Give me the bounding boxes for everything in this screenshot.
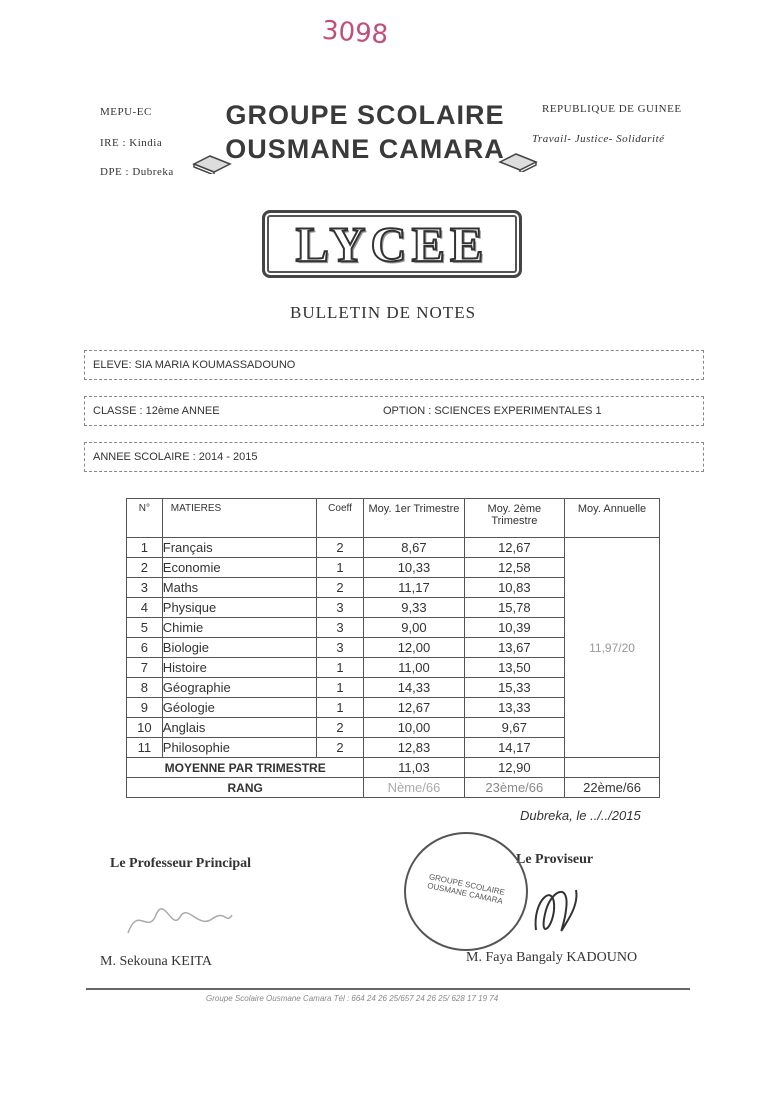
term2-value: 13,50 <box>464 658 565 678</box>
row-number: 10 <box>127 718 163 738</box>
book-icon-right <box>498 148 538 172</box>
rank-term1: Nème/66 <box>364 778 464 798</box>
term2-value: 12,67 <box>464 538 565 558</box>
grades-table <box>126 498 660 798</box>
row-number: 2 <box>127 558 163 578</box>
school-stamp <box>404 832 528 951</box>
teacher-name: M. Sekouna KEITA <box>100 954 213 969</box>
coeff-value: 1 <box>316 698 364 718</box>
subject-name: Economie <box>162 558 316 578</box>
coeff-value: 1 <box>316 558 364 578</box>
coeff-value: 2 <box>316 578 364 598</box>
coeff-value: 3 <box>316 638 364 658</box>
term1-value: 12,67 <box>364 698 464 718</box>
coeff-value: 1 <box>316 658 364 678</box>
average-label: MOYENNE PAR TRIMESTRE <box>127 758 364 778</box>
school-year-field <box>84 442 704 472</box>
principal-signature <box>526 870 586 950</box>
table-row <box>127 538 660 558</box>
school-year: ANNEE SCOLAIRE : 2014 - 2015 <box>93 451 258 463</box>
average-term1: 11,03 <box>364 758 464 778</box>
term1-value: 14,33 <box>364 678 464 698</box>
term1-value: 9,00 <box>364 618 464 638</box>
document-title: BULLETIN DE NOTES <box>290 303 477 322</box>
student-name: ELEVE: SIA MARIA KOUMASSADOUNO <box>93 359 296 371</box>
term1-value: 11,00 <box>364 658 464 678</box>
rank-label: RANG <box>127 778 364 798</box>
subject-name: Chimie <box>162 618 316 638</box>
subject-name: Histoire <box>162 658 316 678</box>
handwritten-number: 3098 <box>321 15 390 51</box>
coeff-value: 2 <box>316 718 364 738</box>
coeff-value: 3 <box>316 618 364 638</box>
class-field <box>84 396 704 426</box>
col-subject: MATIERES <box>162 499 316 538</box>
stamp-text: GROUPE SCOLAIRE OUSMANE CAMARA <box>426 872 506 906</box>
annual-average: 11,97/20 <box>565 538 660 758</box>
subject-name: Géologie <box>162 698 316 718</box>
coeff-value: 2 <box>316 538 364 558</box>
country-label: REPUBLIQUE DE GUINEE <box>542 103 682 115</box>
row-number: 11 <box>127 738 163 758</box>
school-name <box>200 98 530 166</box>
subject-name: Philosophie <box>162 738 316 758</box>
school-name-line2: OUSMANE CAMARA <box>225 134 505 164</box>
coeff-value: 2 <box>316 738 364 758</box>
coeff-value: 3 <box>316 598 364 618</box>
motto-label: Travail- Justice- Solidarité <box>532 133 665 145</box>
term1-value: 12,83 <box>364 738 464 758</box>
row-number: 9 <box>127 698 163 718</box>
term1-value: 8,67 <box>364 538 464 558</box>
row-number: 1 <box>127 538 163 558</box>
subject-name: Géographie <box>162 678 316 698</box>
footer-divider <box>86 988 690 990</box>
term2-value: 12,58 <box>464 558 565 578</box>
option-value: OPTION : SCIENCES EXPERIMENTALES 1 <box>383 405 602 417</box>
term2-value: 14,17 <box>464 738 565 758</box>
col-term2: Moy. 2ème Trimestre <box>464 499 565 538</box>
principal-name: M. Faya Bangaly KADOUNO <box>466 950 638 965</box>
term1-value: 10,00 <box>364 718 464 738</box>
rank-annual: 22ème/66 <box>565 778 660 798</box>
footer-text: Groupe Scolaire Ousmane Camara Tél : 664 24 26 25/657 24 26 25/ 628 17 19 74 <box>206 994 499 1003</box>
col-number: N° <box>127 499 163 538</box>
average-annual-empty <box>565 758 660 778</box>
subject-name: Maths <box>162 578 316 598</box>
average-term2: 12,90 <box>464 758 565 778</box>
subject-name: Anglais <box>162 718 316 738</box>
teacher-title: Le Professeur Principal <box>110 856 252 871</box>
coeff-value: 1 <box>316 678 364 698</box>
rank-term2: 23ème/66 <box>464 778 565 798</box>
teacher-signature <box>120 895 240 945</box>
term1-value: 11,17 <box>364 578 464 598</box>
ire-label: IRE : Kindia <box>100 137 163 149</box>
subject-name: Physique <box>162 598 316 618</box>
lycee-text: LYCEE <box>295 216 489 272</box>
term2-value: 10,39 <box>464 618 565 638</box>
term2-value: 13,67 <box>464 638 565 658</box>
row-number: 5 <box>127 618 163 638</box>
book-icon-left <box>192 150 232 174</box>
subject-name: Français <box>162 538 316 558</box>
lycee-banner <box>262 210 522 278</box>
col-term1: Moy. 1er Trimestre <box>364 499 464 538</box>
term2-value: 10,83 <box>464 578 565 598</box>
term1-value: 9,33 <box>364 598 464 618</box>
row-number: 4 <box>127 598 163 618</box>
subject-name: Biologie <box>162 638 316 658</box>
col-coeff: Coeff <box>316 499 364 538</box>
term2-value: 15,33 <box>464 678 565 698</box>
term2-value: 9,67 <box>464 718 565 738</box>
date-line: Dubreka, le ../../2015 <box>520 808 641 823</box>
student-name-field <box>84 350 704 380</box>
row-number: 8 <box>127 678 163 698</box>
row-number: 7 <box>127 658 163 678</box>
col-annual: Moy. Annuelle <box>565 499 660 538</box>
rank-row <box>127 778 660 798</box>
principal-title: Le Proviseur <box>516 852 594 867</box>
table-header-row <box>127 499 660 538</box>
term2-value: 13,33 <box>464 698 565 718</box>
dpe-label: DPE : Dubreka <box>100 166 174 178</box>
school-name-line1: GROUPE SCOLAIRE <box>225 100 505 130</box>
ministry-label: MEPU-EC <box>100 106 152 118</box>
term2-value: 15,78 <box>464 598 565 618</box>
average-row <box>127 758 660 778</box>
term1-value: 10,33 <box>364 558 464 578</box>
row-number: 3 <box>127 578 163 598</box>
term1-value: 12,00 <box>364 638 464 658</box>
row-number: 6 <box>127 638 163 658</box>
class-value: CLASSE : 12ème ANNEE <box>93 405 220 417</box>
